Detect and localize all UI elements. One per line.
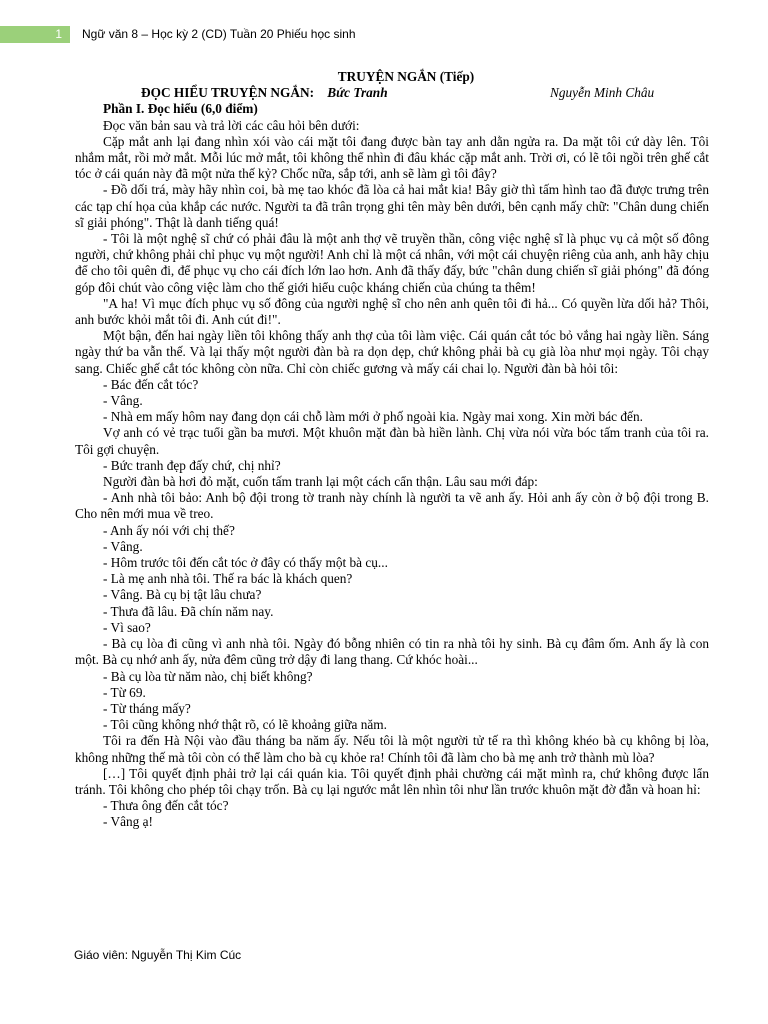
paragraph: Tôi ra đến Hà Nội vào đầu tháng ba năm ấy. Nếu tôi là một người tử tế ra thì không khéo bà cụ không bị lòa, không những thế mà tôi còn có thể làm cho bà cụ khỏe ra! Chính tôi đã làm cho bà mẹ anh trở thành mù lòa?: [75, 733, 709, 765]
dialogue-line: - Từ tháng mấy?: [103, 700, 191, 716]
paragraph: Vợ anh có vẻ trạc tuổi gần ba mươi. Một khuôn mặt đàn bà hiền lành. Chị vừa nói vừa bóc tấm tranh của tôi ra. Tôi gợi chuyện.: [75, 425, 709, 457]
dialogue-line: - Nhà em mấy hôm nay đang dọn cái chỗ làm mới ở phố ngoài kia. Ngày mai xong. Xin mời bác đến.: [103, 409, 643, 425]
page-header: [0, 26, 768, 44]
paragraph: Một bận, đến hai ngày liền tôi không thấy anh thợ của tôi làm việc. Cái quán cắt tóc bỏ vắng hai ngày liền. Sáng ngày thứ ba vẫn thế. Và lại thấy một người đàn bà ra dọn dẹp, chứ không phải bà cụ già lòa như mọi ngày. Tôi chạy sang. Chiếc ghế cắt tóc không còn nữa. Chỉ còn chiếc gương và mấy cái chai lọ. Người đàn bà hỏi tôi:: [75, 328, 709, 376]
part-heading: Phần I. Đọc hiểu (6,0 điểm): [103, 101, 258, 117]
paragraph: - Bà cụ lòa đi cũng vì anh nhà tôi. Ngày đó bỗng nhiên có tin ra nhà tôi hy sinh. Bà cụ đâm ốm. Anh ấy là con một. Bà cụ nhớ anh ấy, nửa đêm cũng trở dậy đi lang thang. Cứ khóc hoài...: [75, 636, 709, 668]
dialogue-line: - Thưa ông đến cắt tóc?: [103, 798, 229, 814]
subtitle-row: [103, 85, 709, 101]
dialogue-line: - Thưa đã lâu. Đã chín năm nay.: [103, 603, 274, 619]
dialogue-line: - Vâng ạ!: [103, 814, 153, 830]
paragraph: - Anh nhà tôi bảo: Anh bộ đội trong tờ tranh này chính là người ta vẽ anh ấy. Hỏi anh ấy còn ở bộ đội trong B. Cho nên mới mua về treo.: [75, 490, 709, 522]
dialogue-line: - Vì sao?: [103, 619, 151, 635]
paragraph: Cặp mắt anh lại đang nhìn xói vào cái mặt tôi đang được bàn tay anh dằn ngửa ra. Da mặt tôi cứ dày lên. Tôi nhắm mắt, rồi mở mắt. Mỗi lúc mở mắt, tôi không thể nhìn đi đâu khác cặp mắt anh. Trời ơi, có lẽ tôi ngồi trên ghế cắt tóc ở cái quán này đã một nửa thế kỷ? Chốc nữa, sắp tới, anh sẽ làm gì tôi đây?: [75, 133, 709, 182]
paragraph: - Tôi là một nghệ sĩ chứ có phải đâu là một anh thợ vẽ truyền thần, công việc nghệ sĩ là phục vụ cả một số đông người, chứ không phải chỉ phục vụ một người! Anh chỉ là một cá nhân, với một cái chuyện riêng của anh, anh hãy chịu để cho tôi quên đi, để phục vụ cho cái đích lớn lao hơn. Anh đã thấy đấy, bức "chân dung chiến sĩ giải phóng" đã đóng góp đôi chút vào công việc làm cho thế giới hiểu cuộc kháng chiến của chúng ta thêm!: [75, 231, 709, 295]
document-title: TRUYỆN NGẮN (Tiếp): [337, 69, 475, 84]
dialogue-line: - Vâng. Bà cụ bị tật lâu chưa?: [103, 587, 262, 603]
document-body: [75, 69, 709, 831]
dialogue-line: - Tôi cũng không nhớ thật rõ, có lẽ khoảng giữa năm.: [103, 717, 387, 733]
subtitle-label: ĐỌC HIỂU TRUYỆN NGẮN:: [141, 85, 314, 101]
page-number: 1: [0, 26, 70, 43]
author-name: Nguyễn Minh Châu: [550, 85, 655, 101]
paragraph: - Đồ dối trá, mày hãy nhìn coi, bà mẹ tao khóc đã lòa cả hai mắt kia! Bây giờ thì tấm hình tao đã được trưng trên các tạp chí họa của khắp các nước. Người ta đã trân trọng ghi tên mày bên dưới, bên cạnh mấy chữ: "Chân dung chiến sĩ giải phóng". Thật là danh tiếng quá!: [75, 182, 709, 230]
instruction: Đọc văn bản sau và trả lời các câu hỏi bên dưới:: [103, 117, 360, 133]
dialogue-line: - Từ 69.: [103, 684, 146, 700]
dialogue-line: - Anh ấy nói với chị thế?: [103, 522, 235, 538]
dialogue-line: Người đàn bà hơi đỏ mặt, cuốn tấm tranh lại một cách cẩn thận. Lâu sau mới đáp:: [103, 474, 538, 490]
work-title: Bức Tranh: [327, 85, 388, 101]
dialogue-line: - Bà cụ lòa từ năm nào, chị biết không?: [103, 668, 313, 684]
dialogue-line: - Vâng.: [103, 393, 143, 409]
subtitle: [141, 85, 388, 101]
header-title: Ngữ văn 8 – Học kỳ 2 (CD) Tuần 20 Phiếu học sinh: [82, 27, 356, 41]
dialogue-line: - Là mẹ anh nhà tôi. Thế ra bác là khách quen?: [103, 571, 353, 587]
dialogue-line: - Vâng.: [103, 538, 143, 554]
dialogue-line: - Hôm trước tôi đến cắt tóc ở đây có thấy một bà cụ...: [103, 555, 388, 571]
footer-teacher: Giáo viên: Nguyễn Thị Kim Cúc: [74, 948, 242, 962]
paragraph: […] Tôi quyết định phải trở lại cái quán kia. Tôi quyết định phải chường cái mặt mình ra, chứ không được lẩn tránh. Tôi không cho phép tôi chạy trốn. Bà cụ lại ngước mắt lên nhìn tôi như lần trước khuôn mặt đờ đẫn và hoan hỉ:: [75, 765, 709, 797]
paragraph: "A ha! Vì mục đích phục vụ số đông của người nghệ sĩ cho nên anh quên tôi đi hả... Có quyền lừa dối hả? Thôi, anh bước khỏi mắt tôi đi. Anh cút đi!".: [75, 295, 709, 328]
dialogue-line: - Bức tranh đẹp đấy chứ, chị nhỉ?: [103, 457, 281, 473]
dialogue-line: - Bác đến cắt tóc?: [103, 376, 199, 392]
